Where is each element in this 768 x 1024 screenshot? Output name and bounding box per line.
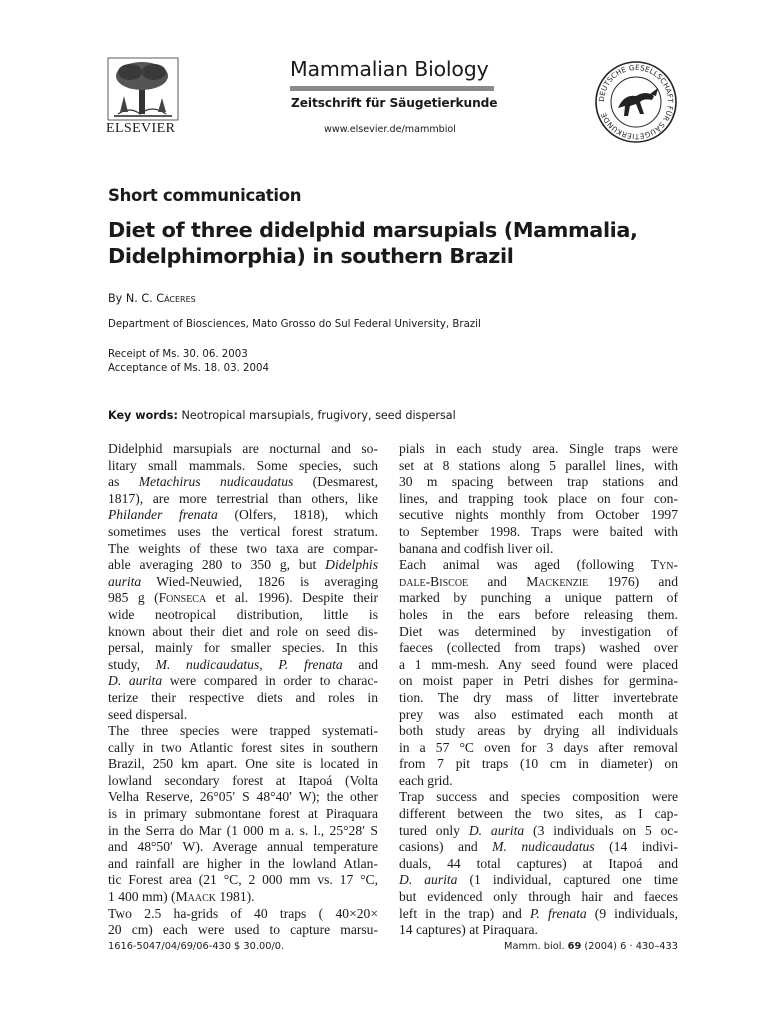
text-run: a 1 mm-mesh. Any seed found were placed — [399, 656, 678, 672]
body-text-line — [399, 507, 678, 524]
text-run: tured only — [399, 822, 469, 838]
body-text-line — [108, 557, 378, 574]
body-text-line — [108, 541, 378, 558]
body-text-line — [399, 624, 678, 641]
text-run: casions) and — [399, 839, 493, 855]
body-text-line — [108, 690, 378, 707]
text-run: 985 g ( — [108, 590, 159, 606]
cited-author: Tyn- — [650, 557, 678, 573]
body-text-line — [108, 491, 378, 508]
body-column-right — [399, 441, 678, 939]
text-run: each grid. — [399, 772, 453, 788]
body-text-line — [108, 507, 378, 524]
body-text-line — [399, 740, 678, 757]
body-text-line — [108, 839, 378, 856]
body-text-line — [108, 756, 378, 773]
body-text-line — [108, 823, 378, 840]
journal-url[interactable]: www.elsevier.de/mammbiol — [324, 124, 456, 135]
acceptance-date: Acceptance of Ms. 18. 03. 2004 — [108, 363, 269, 374]
species-name: D. aurita — [468, 822, 525, 838]
body-text-line — [399, 524, 678, 541]
body-text-line — [108, 906, 378, 923]
species-name: Metachirus nudicaudatus — [138, 474, 294, 490]
text-run: were compared in order to charac- — [162, 673, 378, 689]
text-run: litary small mammals. Some species, such — [108, 457, 378, 473]
receipt-date: Receipt of Ms. 30. 06. 2003 — [108, 349, 248, 360]
text-run: and — [468, 573, 527, 589]
text-run: The weights of these two taxa are compar- — [108, 540, 378, 556]
text-run: study, — [108, 656, 156, 672]
body-text-line — [108, 673, 378, 690]
text-run: Two 2.5 ha-grids of 40 traps ( 40×20× — [108, 905, 378, 921]
body-text-line — [108, 441, 378, 458]
text-run: and — [342, 656, 379, 672]
text-run: marked by punching a unique pattern of — [399, 590, 678, 606]
body-text-line — [399, 789, 678, 806]
text-run: faeces (collected from traps) washed over — [399, 640, 678, 656]
body-text-line — [108, 806, 378, 823]
text-run: (Desmarest, — [293, 474, 378, 490]
text-run: Trap success and species composition were — [399, 789, 678, 805]
text-run: known about their diet and role on seed dis- — [108, 623, 378, 639]
publisher-wordmark: ELSEVIER — [106, 121, 176, 136]
cited-author: dale-Biscoe — [399, 573, 469, 589]
text-run: 1 400 mm) ( — [108, 889, 176, 905]
text-run: Velha Reserve, 26°05′ S 48°40′ W); the other — [108, 789, 378, 805]
author-line — [108, 292, 196, 305]
affiliation: Department of Biosciences, Mato Grosso do Sul Federal University, Brazil — [108, 319, 481, 330]
text-run: (1 individual, captured one time — [457, 872, 678, 888]
body-text-line — [108, 773, 378, 790]
body-text-line — [108, 707, 378, 724]
body-column-left — [108, 441, 378, 939]
text-run: pials in each study area. Single traps were — [399, 441, 678, 456]
text-run: from 7 pit traps (10 cm in diameter) on — [399, 756, 678, 772]
keywords-text: Neotropical marsupials, frugivory, seed dispersal — [181, 409, 456, 422]
species-name: Philander frenata — [108, 507, 218, 523]
text-run: prey was also estimated each month at — [399, 706, 678, 722]
footer-issn-price: 1616-5047/04/69/06-430 $ 30.00/0. — [108, 941, 285, 952]
body-text-line — [108, 723, 378, 740]
text-run: as — [108, 474, 139, 490]
text-run: et al. 1996). Despite their — [206, 590, 379, 606]
body-text-line — [108, 607, 378, 624]
body-text-line — [108, 922, 378, 939]
body-text-line — [399, 723, 678, 740]
text-run: (14 indivi- — [594, 839, 678, 855]
text-run: (Olfers, 1818), which — [217, 507, 378, 523]
text-run: duals, 44 total captures) at Itapoá and — [399, 855, 678, 871]
title-line: Didelphimorphia) in southern Brazil — [108, 244, 514, 268]
text-run: but evidenced only through hair and faeces — [399, 889, 678, 905]
text-run: cally in two Atlantic forest sites in southern — [108, 739, 378, 755]
body-text-line — [399, 673, 678, 690]
cited-author: Mackenzie — [526, 573, 589, 589]
body-text-line — [399, 823, 678, 840]
species-name: M. nudicaudatus — [155, 656, 260, 672]
text-run: different between the two sites, as I cap- — [399, 806, 678, 822]
body-text-line — [399, 458, 678, 475]
journal-title: Mammalian Biology — [290, 57, 489, 81]
title-underline-bar — [290, 86, 494, 91]
body-text-line — [399, 474, 678, 491]
body-text-line — [108, 889, 378, 906]
body-text-line — [399, 889, 678, 906]
text-run: left in the trap) and — [399, 905, 530, 921]
society-seal-logo — [594, 60, 678, 144]
body-text-line — [399, 773, 678, 790]
citation-journal: Mamm. biol. — [504, 941, 568, 952]
body-text-line — [399, 491, 678, 508]
species-name: D. aurita — [399, 872, 458, 888]
text-run: holes in the ears before releasing them. — [399, 606, 678, 622]
text-run: , — [259, 656, 279, 672]
body-text-line — [399, 640, 678, 657]
journal-subtitle: Zeitschrift für Säugetierkunde — [291, 96, 498, 110]
text-run: 1976) and — [588, 573, 678, 589]
body-text-line — [399, 557, 678, 574]
text-run: The three species were trapped systemati- — [108, 723, 378, 739]
body-text-line — [108, 624, 378, 641]
text-run: set at 8 stations along 5 parallel lines, with — [399, 457, 678, 473]
body-text-line — [399, 872, 678, 889]
species-name: D. aurita — [108, 673, 163, 689]
body-text-line — [399, 922, 678, 939]
text-run: 1981). — [216, 889, 255, 905]
body-text-line — [399, 839, 678, 856]
text-run: wide neotropical distribution, little is — [108, 606, 378, 622]
text-run: terize their respective diets and roles in — [108, 689, 378, 705]
cited-author: Maack — [175, 889, 217, 905]
text-run: (3 individuals on 5 oc- — [524, 822, 678, 838]
text-run: seed dispersal. — [108, 706, 188, 722]
text-run: able averaging 280 to 350 g, but — [108, 557, 326, 573]
body-text-line — [108, 789, 378, 806]
author-prefix: By — [108, 292, 123, 305]
text-run: sometimes uses the vertical forest stratum. — [108, 523, 378, 539]
text-run: Brazil, 250 km apart. One site is located in — [108, 756, 378, 772]
body-text-line — [108, 856, 378, 873]
text-run: (9 individuals, — [586, 905, 678, 921]
title-line: Diet of three didelphid marsupials (Mammalia, — [108, 218, 638, 242]
body-text-line — [399, 806, 678, 823]
text-run: tic Forest area (21 °C, 2 000 mm vs. 17 °C, — [108, 872, 378, 888]
citation-volume: 69 — [567, 941, 582, 952]
keywords-line — [108, 409, 456, 422]
text-run: persal, mainly for smaller species. In this — [108, 640, 378, 656]
text-run: and 48°50′ W). Average annual temperature — [108, 839, 378, 855]
text-run: both study areas by drying all individuals — [399, 723, 678, 739]
text-run: Diet was determined by investigation of — [399, 623, 678, 639]
body-text-line — [399, 590, 678, 607]
text-run: tion. The dry mass of litter invertebrate — [399, 689, 678, 705]
body-text-line — [399, 657, 678, 674]
body-text-line — [399, 690, 678, 707]
body-text-line — [399, 856, 678, 873]
body-text-line — [108, 872, 378, 889]
text-run: banana and codfish liver oil. — [399, 540, 554, 556]
body-text-line — [108, 574, 378, 591]
author-name: N. C. Cáceres — [125, 292, 196, 305]
footer-citation — [504, 941, 678, 952]
body-text-line — [399, 756, 678, 773]
species-name: Didelphis — [325, 557, 378, 573]
species-name: aurita — [108, 573, 142, 589]
text-run: in a 57 °C oven for 3 days after removal — [399, 739, 678, 755]
text-run: 1817), are more terrestrial than others, like — [108, 490, 378, 506]
body-text-line — [399, 906, 678, 923]
body-text-line — [108, 590, 378, 607]
citation-issue-pages: (2004) 6 · 430–433 — [581, 941, 678, 952]
text-run: lowland secondary forest at Itapoá (Volta — [108, 772, 378, 788]
text-run: Each animal was aged (following — [399, 557, 651, 573]
text-run: secutive nights monthly from October 1997 — [399, 507, 678, 523]
text-run: in the Serra do Mar (1 000 m a. s. l., 25°28′ S — [108, 822, 378, 838]
body-text-line — [108, 524, 378, 541]
cited-author: Fonseca — [158, 590, 207, 606]
text-run: Wied-Neuwied, 1826 is averaging — [141, 573, 378, 589]
species-name: P. frenata — [278, 656, 343, 672]
body-text-line — [399, 574, 678, 591]
article-title — [108, 217, 708, 269]
body-text-line — [108, 458, 378, 475]
text-run: Didelphid marsupials are nocturnal and so- — [108, 441, 378, 456]
body-text-line — [399, 441, 678, 458]
species-name: M. nudicaudatus — [492, 839, 595, 855]
body-text-line — [399, 707, 678, 724]
keywords-label: Key words: — [108, 409, 178, 422]
body-text-line — [399, 541, 678, 558]
text-run: 20 cm) each were used to capture marsu- — [108, 922, 378, 938]
text-run: and rainfall are higher in the lowland Atlan- — [108, 855, 378, 871]
body-text-line — [399, 607, 678, 624]
body-text-line — [108, 640, 378, 657]
text-run: on moist paper in Petri dishes for germina- — [399, 673, 678, 689]
section-label: Short communication — [108, 186, 302, 205]
species-name: P. frenata — [529, 905, 587, 921]
body-text-line — [108, 474, 378, 491]
text-run: 30 m spacing between trap stations and — [399, 474, 678, 490]
body-text-line — [108, 740, 378, 757]
text-run: to September 1998. Traps were baited with — [399, 523, 678, 539]
text-run: lines, and trapping took place on four con- — [399, 490, 678, 506]
text-run: is in primary submontane forest at Piraquara — [108, 806, 378, 822]
text-run: 14 captures) at Piraquara. — [399, 922, 538, 938]
seal-text: DEUTSCHE GESELLSCHAFT FÜR SÄUGETIERKUNDE — [596, 62, 676, 142]
body-text-line — [108, 657, 378, 674]
